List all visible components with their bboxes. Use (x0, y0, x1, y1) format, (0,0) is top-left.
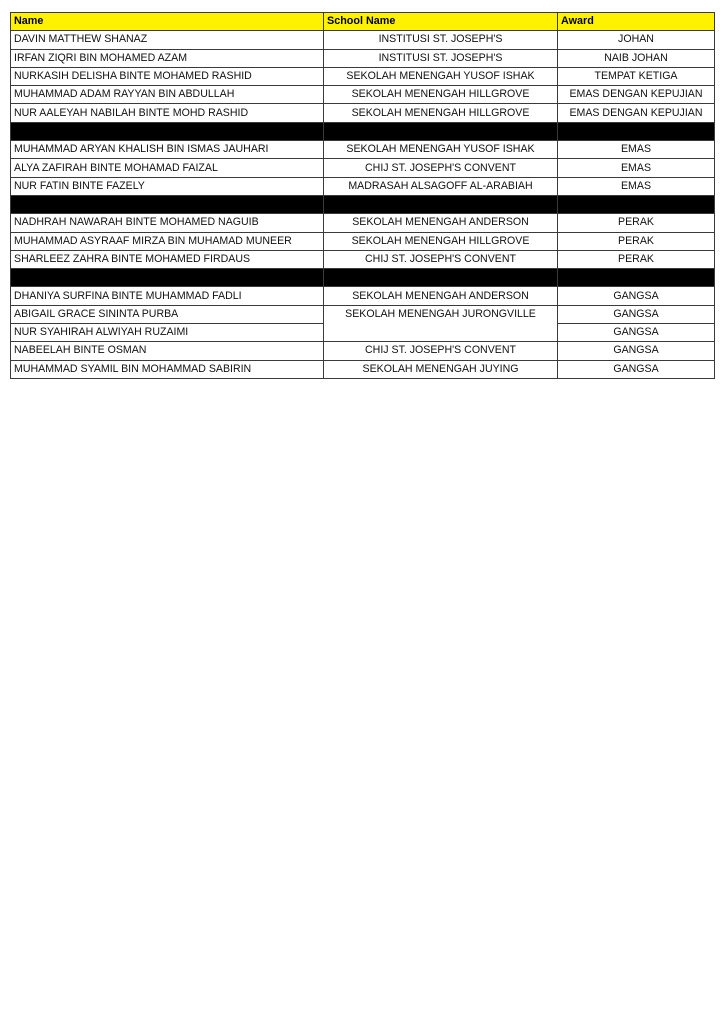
separator-cell (558, 269, 715, 287)
cell-name: MUHAMMAD ARYAN KHALISH BIN ISMAS JAUHARI (11, 141, 324, 159)
cell-school: INSTITUSI ST. JOSEPH'S (324, 31, 558, 49)
cell-name: NUR AALEYAH NABILAH BINTE MOHD RASHID (11, 104, 324, 122)
cell-name: ABIGAIL GRACE SININTA PURBA (11, 305, 324, 323)
cell-name: MUHAMMAD SYAMIL BIN MOHAMMAD SABIRIN (11, 360, 324, 378)
table-row (11, 287, 715, 305)
cell-school: SEKOLAH MENENGAH YUSOF ISHAK (324, 141, 558, 159)
cell-school: SEKOLAH MENENGAH HILLGROVE (324, 86, 558, 104)
cell-award: PERAK (558, 214, 715, 232)
table-row (11, 232, 715, 250)
table-row (11, 67, 715, 85)
cell-name: NABEELAH BINTE OSMAN (11, 342, 324, 360)
table-row (11, 159, 715, 177)
table-row (11, 177, 715, 195)
cell-school: SEKOLAH MENENGAH YUSOF ISHAK (324, 67, 558, 85)
column-header-award: Award (558, 13, 715, 31)
table-row (11, 49, 715, 67)
cell-award: JOHAN (558, 31, 715, 49)
cell-name: NUR FATIN BINTE FAZELY (11, 177, 324, 195)
cell-school: SEKOLAH MENENGAH ANDERSON (324, 287, 558, 305)
cell-name: MUHAMMAD ASYRAAF MIRZA BIN MUHAMAD MUNEER (11, 232, 324, 250)
cell-award: GANGSA (558, 324, 715, 342)
separator-cell (11, 122, 324, 140)
cell-name: NURKASIH DELISHA BINTE MOHAMED RASHID (11, 67, 324, 85)
separator-cell (558, 122, 715, 140)
cell-award: GANGSA (558, 287, 715, 305)
cell-school: SEKOLAH MENENGAH ANDERSON (324, 214, 558, 232)
separator-cell (11, 269, 324, 287)
cell-name: DAVIN MATTHEW SHANAZ (11, 31, 324, 49)
cell-school: MADRASAH ALSAGOFF AL-ARABIAH (324, 177, 558, 195)
cell-award: EMAS (558, 141, 715, 159)
cell-school: SEKOLAH MENENGAH JURONGVILLE (324, 305, 558, 342)
cell-award: EMAS (558, 177, 715, 195)
cell-award: GANGSA (558, 305, 715, 323)
table-row (11, 360, 715, 378)
cell-name: SHARLEEZ ZAHRA BINTE MOHAMED FIRDAUS (11, 250, 324, 268)
cell-school: CHIJ ST. JOSEPH'S CONVENT (324, 342, 558, 360)
separator-cell (324, 122, 558, 140)
cell-award: PERAK (558, 232, 715, 250)
cell-award: EMAS DENGAN KEPUJIAN (558, 86, 715, 104)
cell-name: NUR SYAHIRAH ALWIYAH RUZAIMI (11, 324, 324, 342)
separator-cell (11, 195, 324, 213)
cell-school: SEKOLAH MENENGAH HILLGROVE (324, 104, 558, 122)
awards-table (10, 12, 715, 379)
cell-award: PERAK (558, 250, 715, 268)
cell-school: CHIJ ST. JOSEPH'S CONVENT (324, 159, 558, 177)
table-row (11, 342, 715, 360)
table-row (11, 250, 715, 268)
cell-school: INSTITUSI ST. JOSEPH'S (324, 49, 558, 67)
table-row (11, 86, 715, 104)
table-row (11, 141, 715, 159)
separator-row (11, 195, 715, 213)
cell-name: ALYA ZAFIRAH BINTE MOHAMAD FAIZAL (11, 159, 324, 177)
separator-cell (324, 195, 558, 213)
separator-row (11, 122, 715, 140)
table-row (11, 31, 715, 49)
separator-cell (324, 269, 558, 287)
cell-name: IRFAN ZIQRI BIN MOHAMED AZAM (11, 49, 324, 67)
column-header-school: School Name (324, 13, 558, 31)
cell-name: MUHAMMAD ADAM RAYYAN BIN ABDULLAH (11, 86, 324, 104)
cell-school: SEKOLAH MENENGAH JUYING (324, 360, 558, 378)
column-header-name: Name (11, 13, 324, 31)
separator-cell (558, 195, 715, 213)
table-row (11, 104, 715, 122)
cell-award: GANGSA (558, 342, 715, 360)
cell-name: NADHRAH NAWARAH BINTE MOHAMED NAGUIB (11, 214, 324, 232)
cell-name: DHANIYA SURFINA BINTE MUHAMMAD FADLI (11, 287, 324, 305)
header-row (11, 13, 715, 31)
cell-award: TEMPAT KETIGA (558, 67, 715, 85)
cell-award: EMAS (558, 159, 715, 177)
cell-school: CHIJ ST. JOSEPH'S CONVENT (324, 250, 558, 268)
table-row (11, 214, 715, 232)
separator-row (11, 269, 715, 287)
table-row (11, 305, 715, 323)
cell-school: SEKOLAH MENENGAH HILLGROVE (324, 232, 558, 250)
cell-award: EMAS DENGAN KEPUJIAN (558, 104, 715, 122)
cell-award: NAIB JOHAN (558, 49, 715, 67)
cell-award: GANGSA (558, 360, 715, 378)
